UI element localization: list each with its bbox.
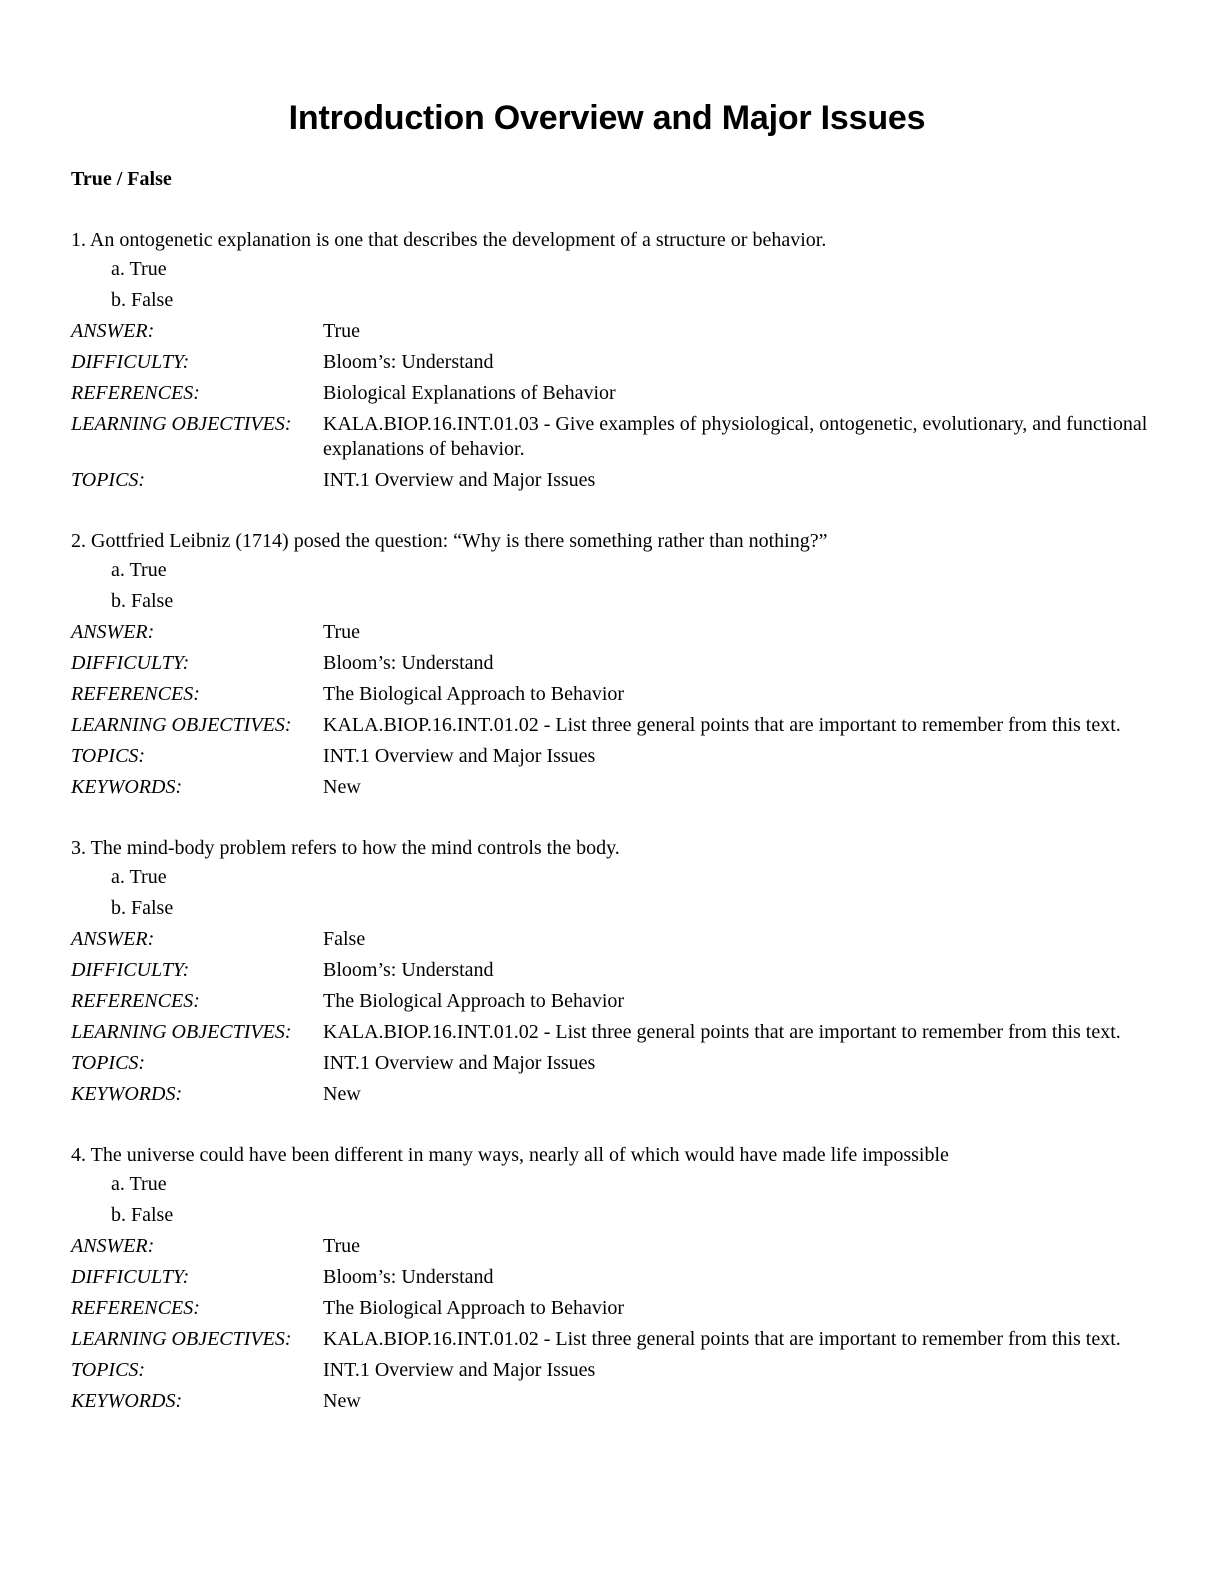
learning-objectives-row (71, 1017, 1151, 1048)
option-a: a. True (111, 258, 167, 280)
option-b: b. False (111, 897, 174, 919)
topics-value: INT.1 Overview and Major Issues (323, 469, 596, 491)
topics-row (71, 465, 1151, 496)
answer-row (71, 1231, 1151, 1262)
references-value: The Biological Approach to Behavior (323, 683, 625, 705)
topics-label: TOPICS: (71, 469, 146, 491)
references-row (71, 986, 1151, 1017)
learning-objectives-value: KALA.BIOP.16.INT.01.02 - List three general points that are important to remember from this text. (323, 1021, 1121, 1043)
difficulty-value: Bloom’s: Understand (323, 652, 494, 674)
learning-objectives-label: LEARNING OBJECTIVES: (71, 1021, 292, 1043)
learning-objectives-label: LEARNING OBJECTIVES: (71, 714, 292, 736)
answer-row (71, 924, 1151, 955)
option-a: a. True (111, 1173, 167, 1195)
difficulty-row (71, 1262, 1151, 1293)
question-2 (71, 527, 1151, 803)
difficulty-row (71, 648, 1151, 679)
topics-label: TOPICS: (71, 1359, 146, 1381)
references-value: The Biological Approach to Behavior (323, 990, 625, 1012)
keywords-row (71, 1079, 1151, 1110)
answer-row (71, 617, 1151, 648)
page-title: Introduction Overview and Major Issues (288, 99, 926, 137)
keywords-label: KEYWORDS: (71, 776, 183, 798)
answer-label: ANSWER: (71, 320, 155, 342)
references-row (71, 1293, 1151, 1324)
keywords-value: New (323, 1083, 361, 1105)
option-a: a. True (111, 866, 167, 888)
answer-value: True (323, 1235, 361, 1257)
difficulty-label: DIFFICULTY: (71, 351, 190, 373)
topics-value: INT.1 Overview and Major Issues (323, 1359, 596, 1381)
topics-label: TOPICS: (71, 745, 146, 767)
answer-value: True (323, 320, 361, 342)
topics-row (71, 741, 1151, 772)
references-value: The Biological Approach to Behavior (323, 1297, 625, 1319)
references-label: REFERENCES: (71, 1297, 200, 1319)
option-b: b. False (111, 1204, 174, 1226)
learning-objectives-value: KALA.BIOP.16.INT.01.02 - List three general points that are important to remember from this text. (323, 714, 1121, 736)
learning-objectives-label: LEARNING OBJECTIVES: (71, 413, 292, 435)
learning-objectives-row (71, 409, 1151, 465)
topics-value: INT.1 Overview and Major Issues (323, 1052, 596, 1074)
answer-label: ANSWER: (71, 621, 155, 643)
topics-label: TOPICS: (71, 1052, 146, 1074)
learning-objectives-label: LEARNING OBJECTIVES: (71, 1328, 292, 1350)
question-stem: 2. Gottfried Leibniz (1714) posed the question: “Why is there something rather than nothing?” (71, 530, 828, 552)
section-heading: True / False (71, 168, 172, 190)
difficulty-label: DIFFICULTY: (71, 1266, 190, 1288)
difficulty-label: DIFFICULTY: (71, 652, 190, 674)
keywords-label: KEYWORDS: (71, 1390, 183, 1412)
answer-value: True (323, 621, 361, 643)
topics-row (71, 1048, 1151, 1079)
learning-objectives-row (71, 1324, 1151, 1355)
learning-objectives-value: KALA.BIOP.16.INT.01.03 - Give examples of physiological, ontogenetic, evolutionary, and functional explanations of behavior. (323, 413, 1148, 460)
question-stem: 1. An ontogenetic explanation is one that describes the development of a structure or behavior. (71, 229, 827, 251)
references-row (71, 378, 1151, 409)
learning-objectives-value: KALA.BIOP.16.INT.01.02 - List three general points that are important to remember from this text. (323, 1328, 1121, 1350)
question-1 (71, 226, 1151, 496)
option-b: b. False (111, 590, 174, 612)
keywords-value: New (323, 776, 361, 798)
keywords-value: New (323, 1390, 361, 1412)
answer-row (71, 316, 1151, 347)
difficulty-row (71, 347, 1151, 378)
topics-row (71, 1355, 1151, 1386)
topics-value: INT.1 Overview and Major Issues (323, 745, 596, 767)
question-stem: 3. The mind-body problem refers to how the mind controls the body. (71, 837, 620, 859)
difficulty-row (71, 955, 1151, 986)
references-label: REFERENCES: (71, 382, 200, 404)
question-stem: 4. The universe could have been different in many ways, nearly all of which would have made life impossible (71, 1144, 949, 1166)
difficulty-value: Bloom’s: Understand (323, 1266, 494, 1288)
answer-label: ANSWER: (71, 928, 155, 950)
keywords-row (71, 772, 1151, 803)
answer-value: False (323, 928, 366, 950)
references-row (71, 679, 1151, 710)
keywords-label: KEYWORDS: (71, 1083, 183, 1105)
references-label: REFERENCES: (71, 683, 200, 705)
keywords-row (71, 1386, 1151, 1417)
answer-label: ANSWER: (71, 1235, 155, 1257)
difficulty-value: Bloom’s: Understand (323, 351, 494, 373)
option-a: a. True (111, 559, 167, 581)
question-4 (71, 1141, 1151, 1417)
references-value: Biological Explanations of Behavior (323, 382, 616, 404)
option-b: b. False (111, 289, 174, 311)
difficulty-value: Bloom’s: Understand (323, 959, 494, 981)
learning-objectives-row (71, 710, 1151, 741)
question-3 (71, 834, 1151, 1110)
difficulty-label: DIFFICULTY: (71, 959, 190, 981)
document-page (71, 96, 1151, 1417)
references-label: REFERENCES: (71, 990, 200, 1012)
